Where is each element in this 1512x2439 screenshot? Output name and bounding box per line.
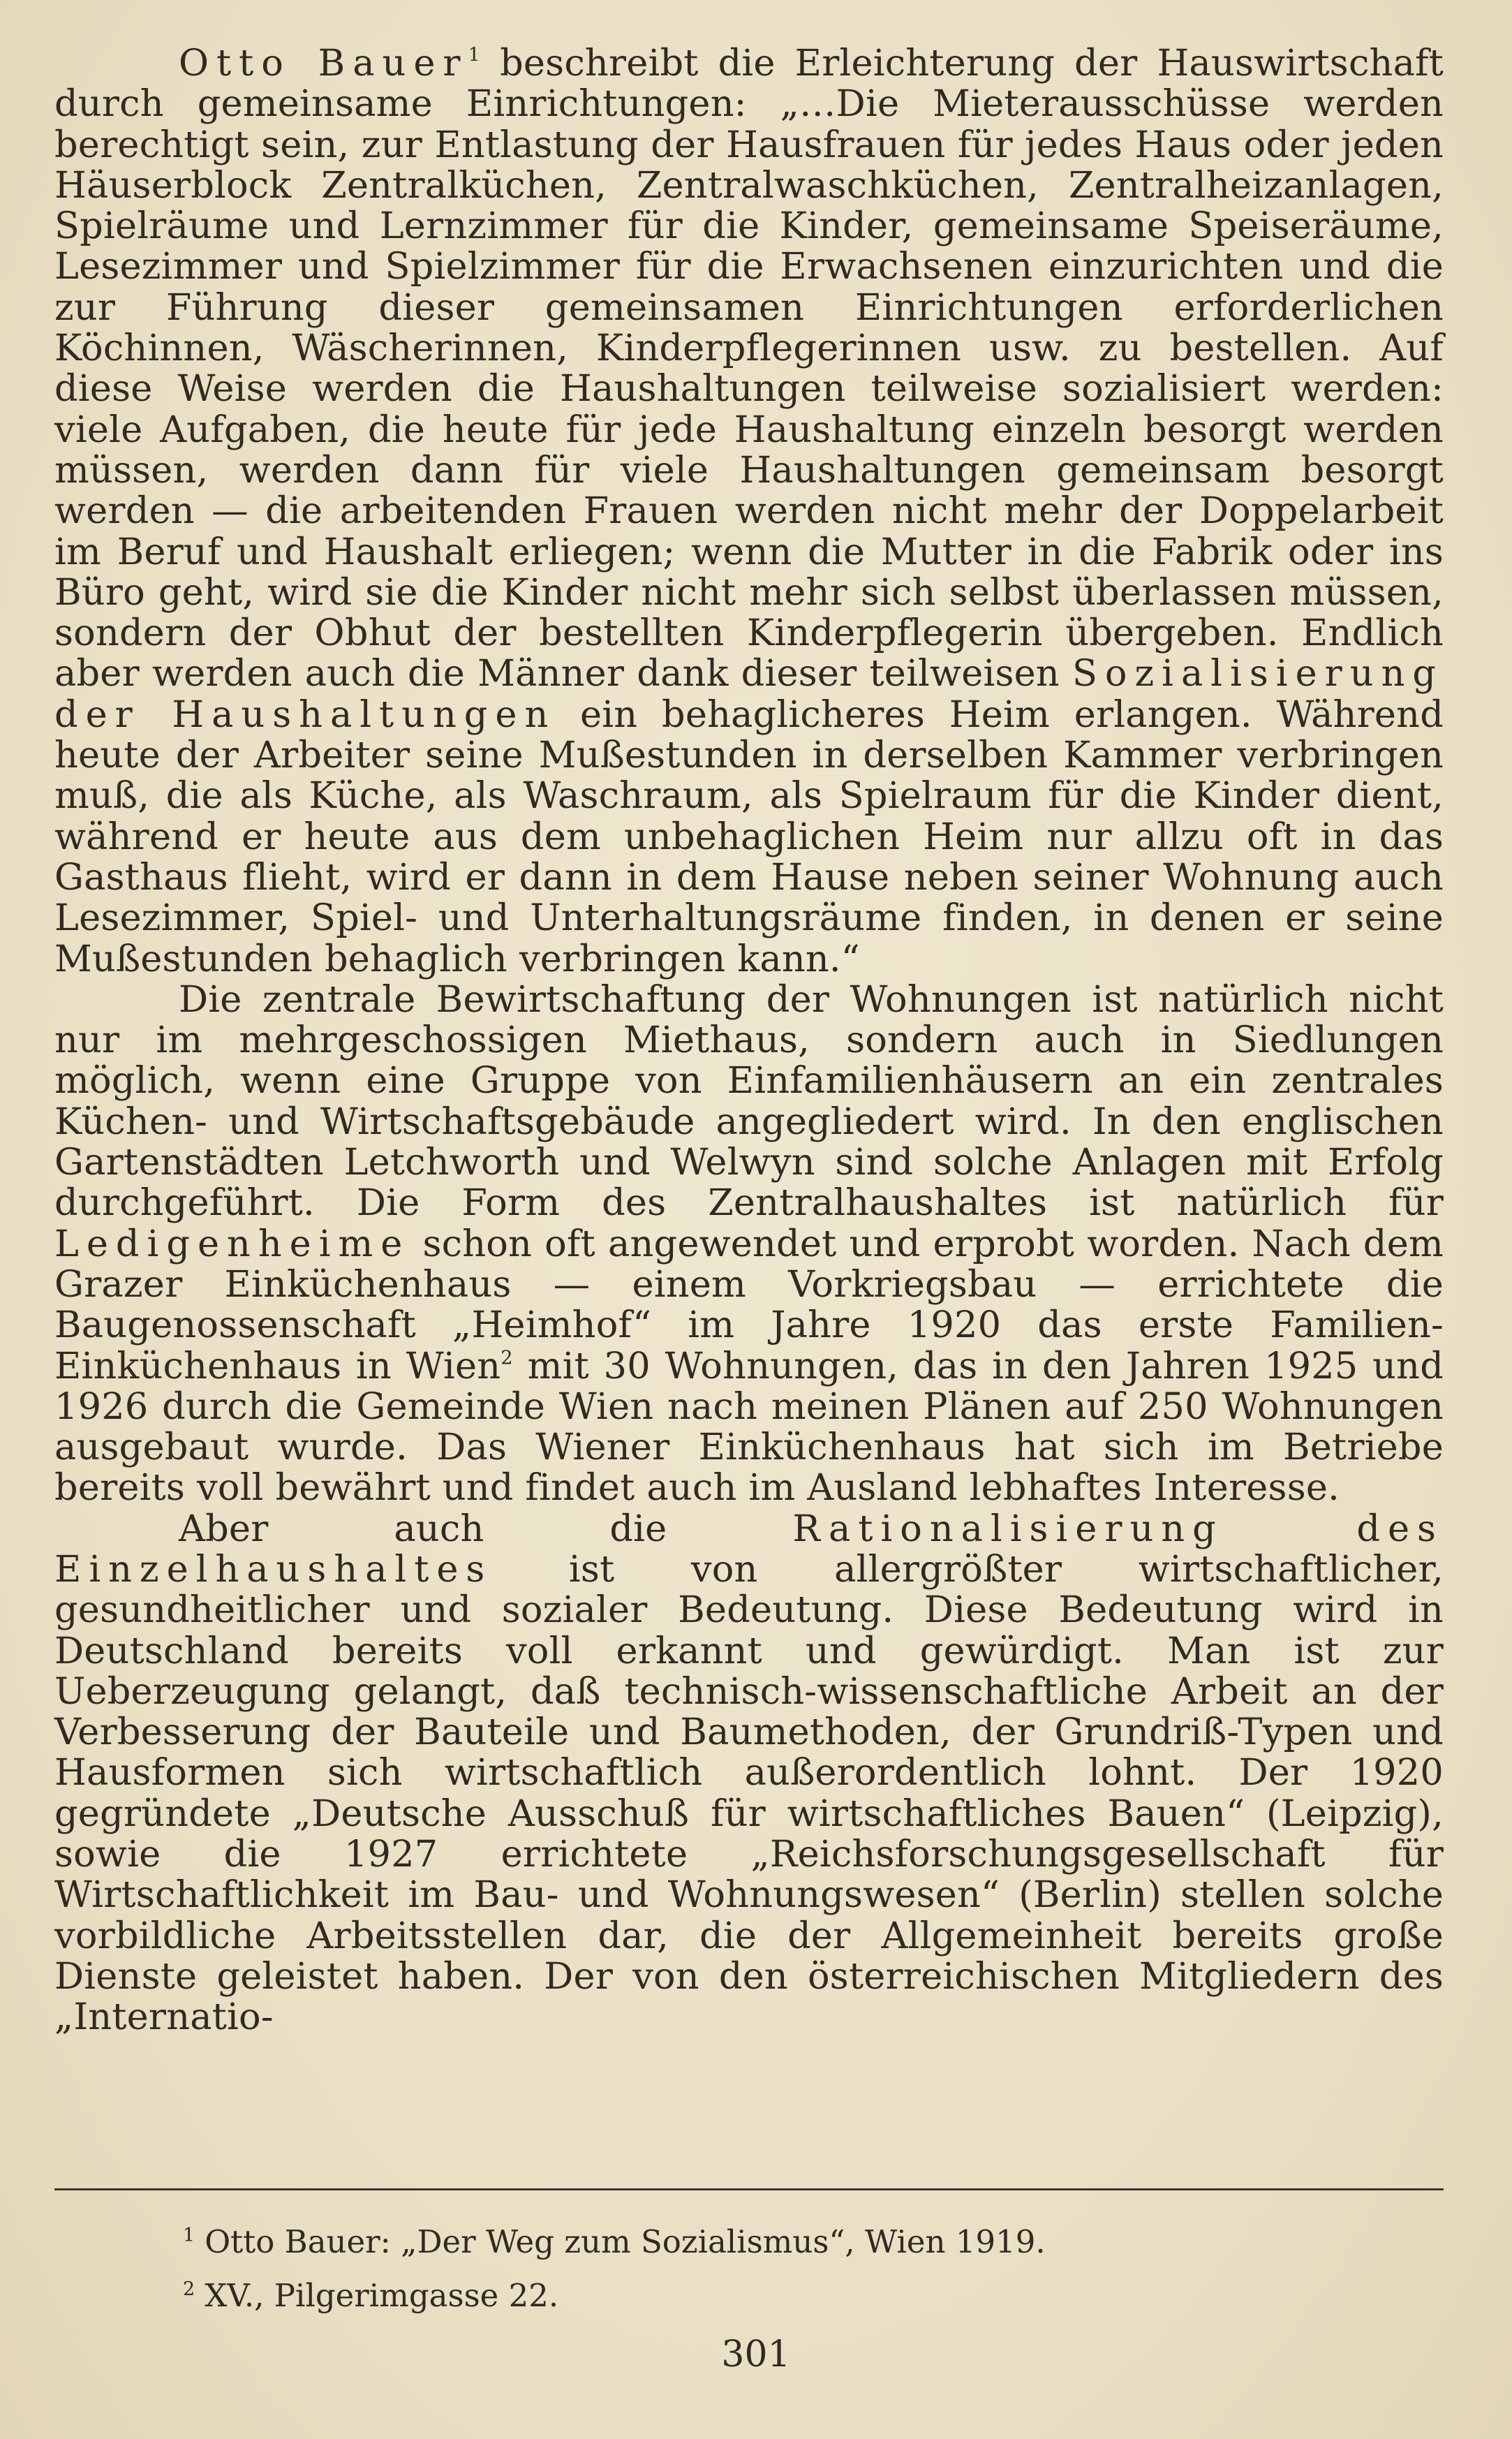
paragraph-1-text: beschreibt die Erleichterung der Hauswirtschaft durch gemeinsame Einrichtungen: „…Die Mieterausschüsse werden berechtigt sein, zur Entlastung der Hausfrauen für jedes Haus oder jeden Häuserblock Zentralküchen, Zentralwaschküchen, Zentralheizanlagen, Spielräume und Lernzimmer für die Kinder, gemeinsame Speiseräume, Lesezimmer und Spielzimmer für die Erwachsenen einzurichten und die zur Führung dieser gemeinsamen Einrichtungen erforderlichen Köchinnen, Wäscherinnen, Kinderpflegerinnen usw. zu bestellen. Auf diese Weise werden die Haushaltungen teilweise sozialisiert werden: viele Aufgaben, die heute für jede Haushaltung einzeln besorgt werden müssen, werden dann für viele Haushaltungen gemeinsam besorgt werden — die arbeitenden Frauen werden nicht mehr der Doppelarbeit im Beruf und Haushalt erliegen; wenn die Mutter in die Fabrik oder ins Büro geht, wird sie die Kinder nicht mehr sich selbst überlassen müssen, sondern der Obhut der bestellten Kinderpflegerin übergeben. Endlich aber werden auch die Männer dank dieser teilweisen	[54, 42, 1444, 695]
footnote-ref-1: 1	[468, 44, 481, 66]
paragraph-3-text: Aber auch die	[179, 1507, 793, 1550]
footnote-1-number: 1	[183, 2225, 195, 2246]
paragraph-3-text-end: ist von allergrößter wirtschaftlicher, gesundheitlicher und sozialer Bedeutung. Diese Bedeutung wird in Deutschland bereits voll erkannt und gewürdigt. Man ist zur Ueberzeugung gelangt, daß technisch-wissenschaftliche Arbeit an der Verbesserung der Bauteile und Baumethoden, der Grundriß-Typen und Hausformen sich wirtschaftlich außerordentlich lohnt. Der 1920 gegründete „Deutsche Ausschuß für wirtschaftliches Bauen“ (Leipzig), sowie die 1927 errichtete „Reichsforschungsgesellschaft für Wirtschaftlichkeit im Bau- und Wohnungswesen“ (Berlin) stellen solche vorbildliche Arbeitsstellen dar, die der Allgemeinheit bereits große Dienste geleistet haben. Der von den österreichischen Mitgliedern des „Internatio-	[54, 1547, 1444, 2039]
main-text	[54, 43, 1444, 2038]
footnote-1	[183, 2217, 1370, 2261]
emphasis-ledigenheime: Ledigenheime	[54, 1222, 410, 1265]
author-name: Otto Bauer	[179, 42, 468, 84]
paragraph-1-text-end: ein behaglicheres Heim erlangen. Während heute der Arbeiter seine Mußestunden in derselben Kammer verbringen muß, die als Küche, als Waschraum, als Spielraum für die Kinder dient, während er heute aus dem unbehaglichen Heim nur allzu oft in das Gasthaus flieht, wird er dann in dem Hause neben seiner Wohnung auch Lesezimmer, Spiel- und Unterhaltungsräume finden, in denen er seine Mußestunden behaglich verbringen kann.“	[54, 693, 1444, 980]
footnote-2-text: XV., Pilgerimgasse 22.	[205, 2277, 559, 2315]
footnote-2	[183, 2271, 1370, 2315]
emphasis-rationalisierung: Rationalisierung des Einzelhaushaltes	[54, 1507, 1444, 1591]
paragraph-2-text: Die zentrale Bewirtschaftung der Wohnungen ist natürlich nicht nur im mehrgeschossigen Miethaus, sondern auch in Siedlungen möglich, wenn eine Gruppe von Einfamilienhäusern an ein zentrales Küchen- und Wirtschaftsgebäude angegliedert wird. In den englischen Gartenstädten Letchworth und Welwyn sind solche Anlagen mit Erfolg durchgeführt. Die Form des Zentralhaushaltes ist natürlich für	[54, 978, 1444, 1225]
emphasis-sozialisierung: Sozialisierung der Haushaltungen	[54, 652, 1444, 736]
footnote-ref-2: 2	[501, 1347, 513, 1369]
paragraph-2-text-mid: schon oft angewendet und erprobt worden. Nach dem Grazer Einküchenhaus — einem Vorkriegsbau — errichtete die Baugenossenschaft „Heimhof“ im Jahre 1920 das erste Familien-Einküchenhaus in Wien	[54, 1222, 1444, 1387]
paragraph-3	[54, 1509, 1444, 2038]
footnote-1-text: Otto Bauer: „Der Weg zum Sozialismus“, Wien 1919.	[205, 2223, 1046, 2261]
footnote-2-number: 2	[183, 2278, 195, 2300]
paragraph-2	[54, 980, 1444, 1509]
paragraph-2-text-end: mit 30 Wohnungen, das in den Jahren 1925 und 1926 durch die Gemeinde Wien nach meinen Plänen auf 250 Wohnungen ausgebaut wurde. Das Wiener Einküchenhaus hat sich im Betriebe bereits voll bewährt und findet auch im Ausland lebhaftes Interesse.	[54, 1344, 1444, 1510]
page-number: 301	[721, 2334, 791, 2375]
paragraph-1	[54, 43, 1444, 980]
footnote-divider	[54, 2188, 1444, 2190]
